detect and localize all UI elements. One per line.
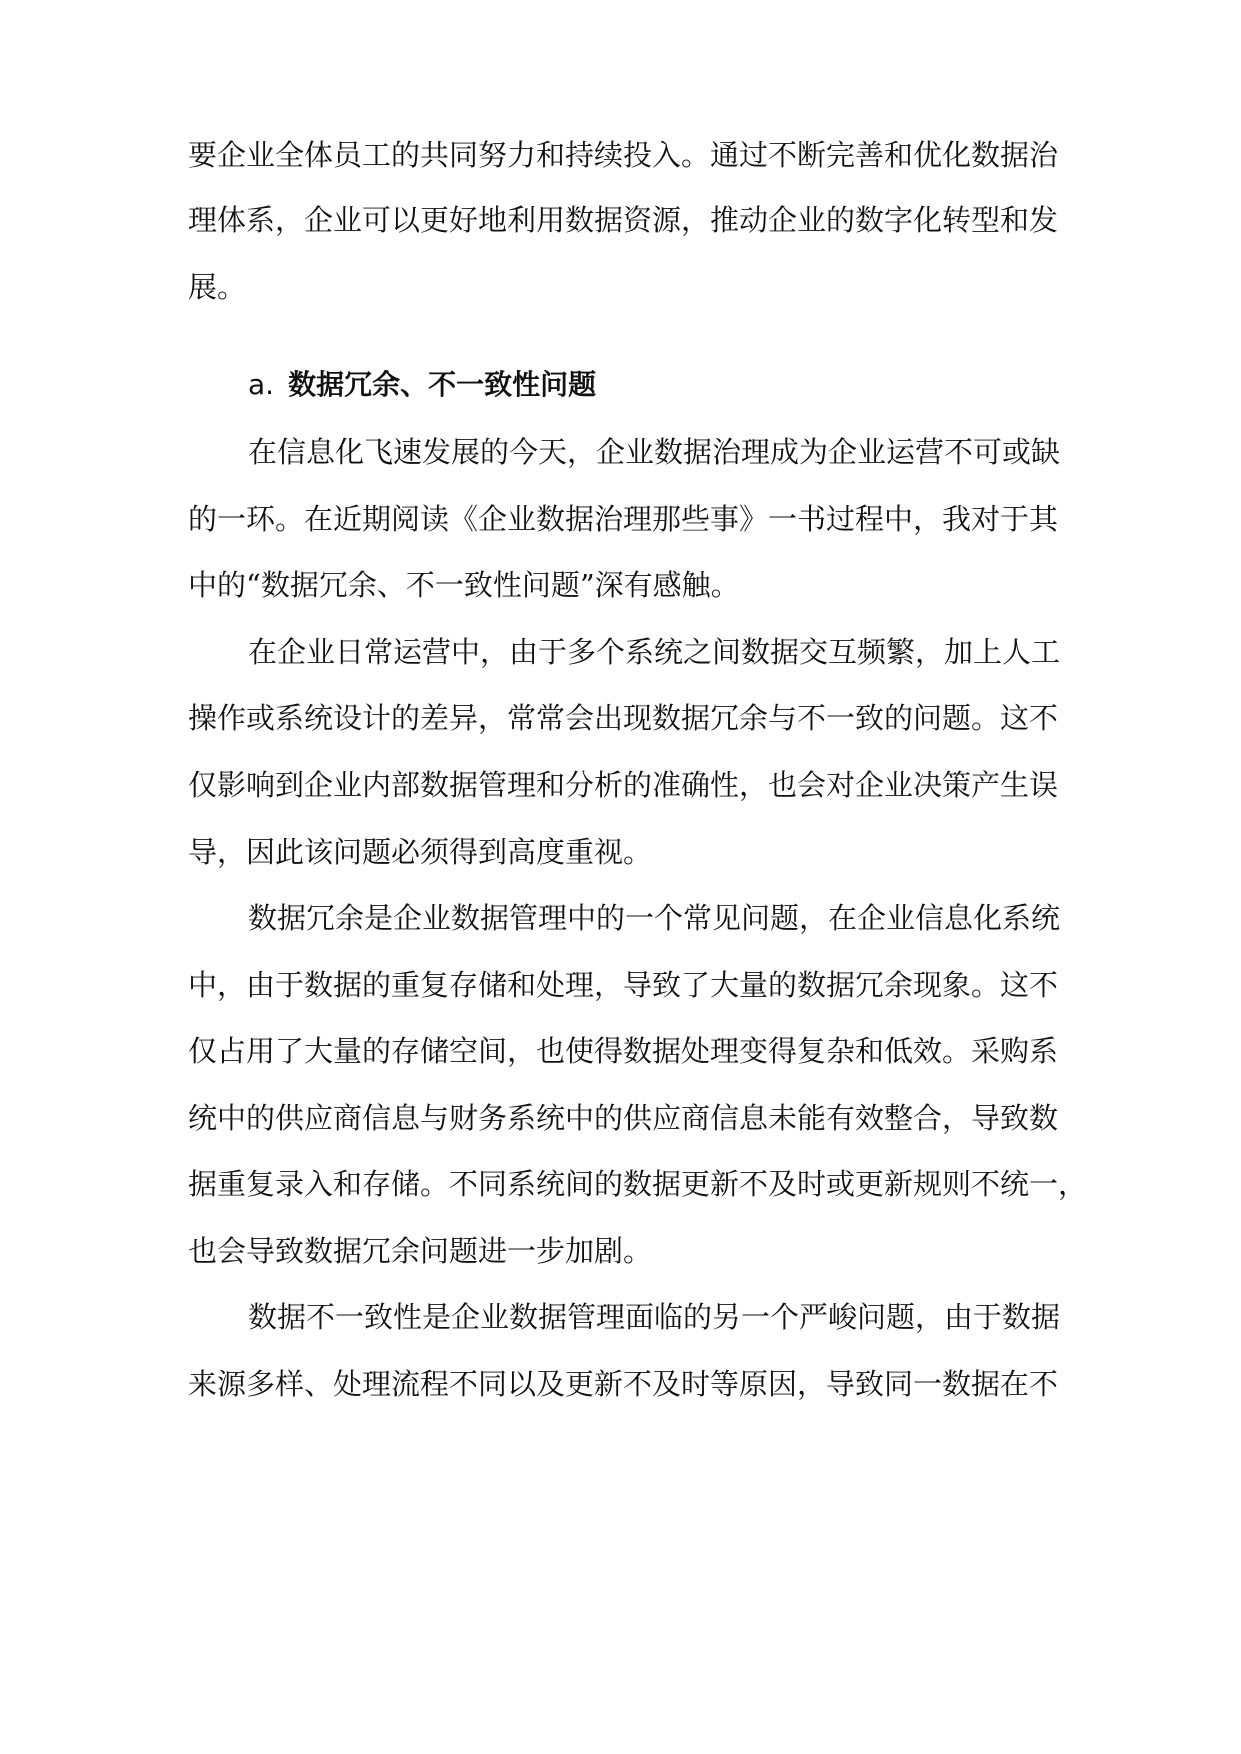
- paragraph-3-line-3: 仅占用了大量的存储空间，也使得数据处理变得复杂和低效。采购系: [188, 1034, 1059, 1068]
- paragraph-2-line-1: 在企业日常运营中，由于多个系统之间数据交互频繁，加上人工: [248, 635, 1061, 669]
- paragraph-4-line-2: 来源多样、处理流程不同以及更新不及时等原因，导致同一数据在不: [188, 1367, 1059, 1401]
- paragraph-4-line-1: 数据不一致性是企业数据管理面临的另一个严峻问题，由于数据: [248, 1300, 1061, 1334]
- paragraph-1-line-1: 在信息化飞速发展的今天，企业数据治理成为企业运营不可或缺: [248, 435, 1061, 469]
- paragraph-2-line-3: 仅影响到企业内部数据管理和分析的准确性，也会对企业决策产生误: [188, 768, 1059, 802]
- intro-line-2: 理体系，企业可以更好地利用数据资源，推动企业的数字化转型和发: [188, 203, 1059, 237]
- paragraph-3-line-5: 据重复录入和存储。不同系统间的数据更新不及时或更新规则不统一，: [188, 1167, 1088, 1201]
- paragraph-3-line-4: 统中的供应商信息与财务系统中的供应商信息未能有效整合，导致数: [188, 1101, 1059, 1135]
- paragraph-2-line-4: 导，因此该问题必须得到高度重视。: [188, 835, 653, 869]
- paragraph-2-line-2: 操作或系统设计的差异，常常会出现数据冗余与不一致的问题。这不: [188, 701, 1059, 735]
- paragraph-3-line-6: 也会导致数据冗余问题进一步加剧。: [188, 1234, 653, 1268]
- paragraph-3-line-2: 中，由于数据的重复存储和处理，导致了大量的数据冗余现象。这不: [188, 968, 1059, 1002]
- intro-line-1: 要企业全体员工的共同努力和持续投入。通过不断完善和优化数据治: [188, 138, 1059, 172]
- section-number: a.: [248, 368, 275, 401]
- intro-line-3: 展。: [188, 270, 247, 304]
- paragraph-1-line-2: 的一环。在近期阅读《企业数据治理那些事》一书过程中，我对于其: [188, 502, 1059, 536]
- paragraph-1-line-3: 中的“数据冗余、不一致性问题”深有感触。: [188, 568, 740, 602]
- section-title: 数据冗余、不一致性问题: [288, 368, 597, 401]
- paragraph-3-line-1: 数据冗余是企业数据管理中的一个常见问题，在企业信息化系统: [248, 901, 1061, 935]
- section-heading: [248, 365, 596, 405]
